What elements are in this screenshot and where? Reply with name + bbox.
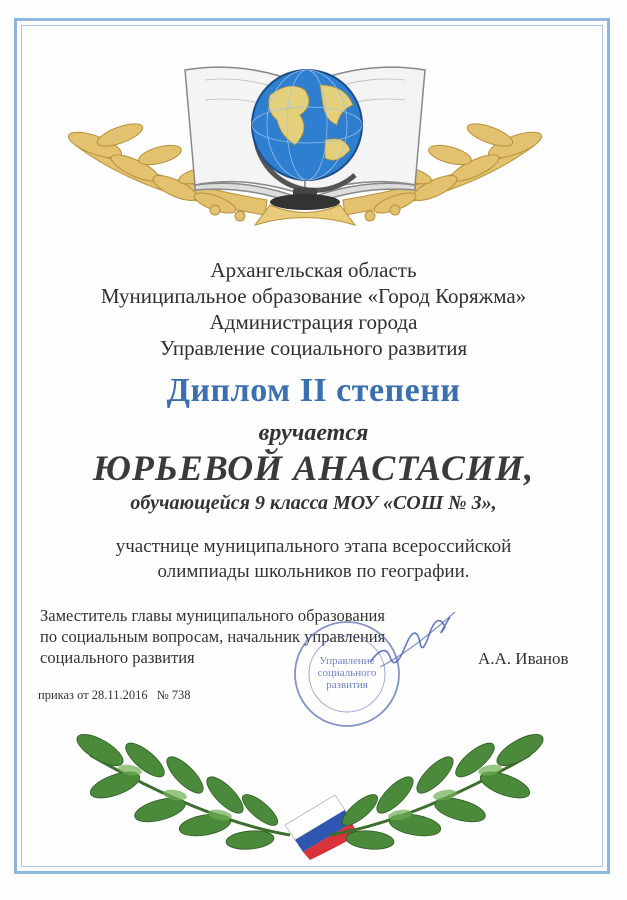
stamp-text-3: развития: [326, 679, 368, 691]
order-date: приказ от 28.11.2016: [38, 688, 148, 702]
position-line-3: социального развития: [40, 648, 195, 667]
administration-line: Администрация города: [209, 310, 418, 334]
diploma-title: Диплом II степени: [166, 372, 461, 409]
description-line-2: олимпиады школьников по географии.: [157, 561, 470, 582]
position-line-1: Заместитель главы муниципального образования: [40, 606, 385, 625]
stamp-text-1: Управление: [319, 655, 375, 667]
order-number: № 738: [156, 688, 191, 702]
student-class: обучающейся 9 класса МОУ «СОШ № 3»,: [130, 492, 497, 514]
description-line-1: участнице муниципального этапа всероссийской: [115, 536, 512, 557]
municipality-line: Муниципальное образование «Город Коряжма»: [100, 284, 527, 308]
order-reference: [38, 688, 197, 703]
position-line-2: по социальным вопросам, начальник управления: [40, 627, 386, 646]
handwritten-signature: [360, 602, 460, 677]
department-line: Управление социального развития: [159, 336, 468, 360]
region-line: Архангельская область: [210, 258, 417, 282]
recipient-name: ЮРЬЕВОЙ АНАСТАСИИ,: [92, 448, 535, 488]
awarded-text: вручается: [258, 420, 369, 446]
globe-book-laurel-icon: [55, 40, 555, 230]
laurel-wreath-flag-icon: [60, 715, 560, 860]
stamp-text-2: социального: [317, 667, 377, 679]
signatory-name: А.А. Иванов: [478, 649, 569, 668]
